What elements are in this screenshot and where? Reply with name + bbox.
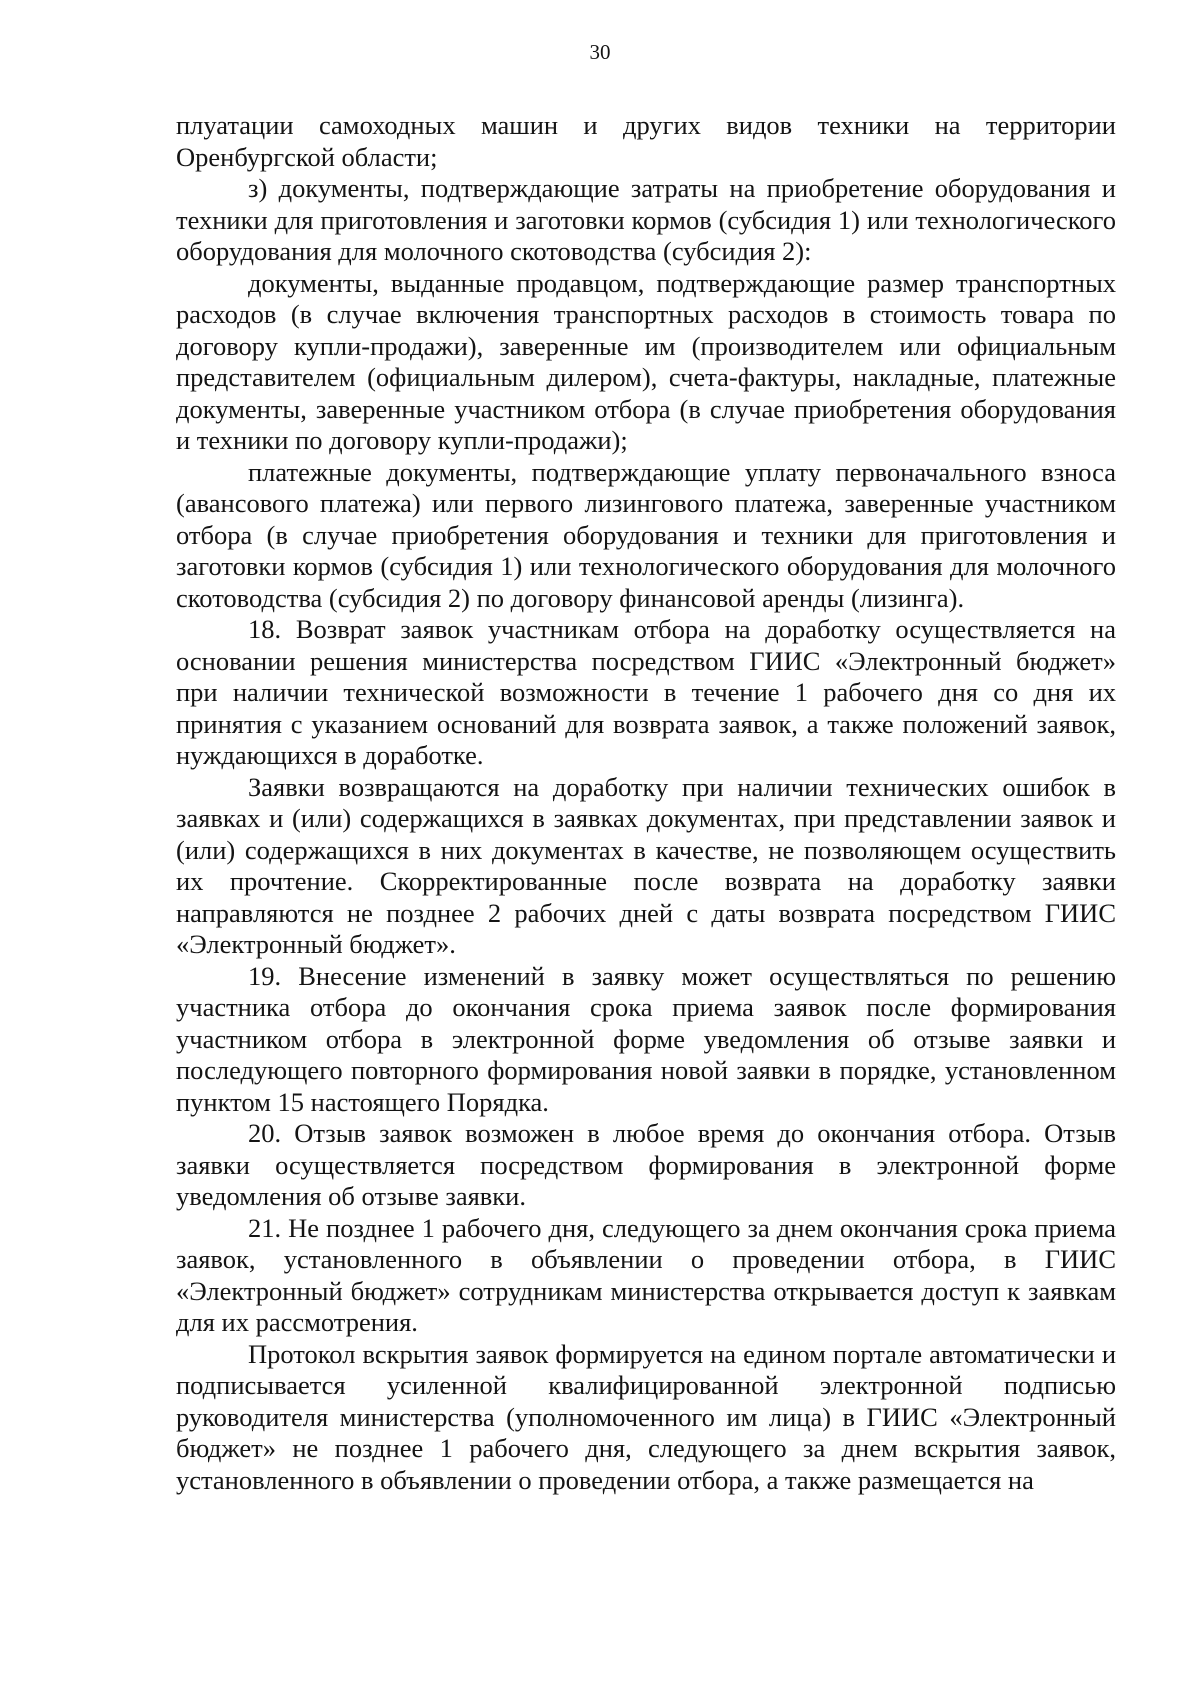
paragraph-clause-20: 20. Отзыв заявок возможен в любое время до окончания отбора. Отзыв заявки осуществляется посредством формирования в электронной форме уведомления об отзыве заявки.: [176, 1118, 1116, 1211]
paragraph-clause-18: 18. Возврат заявок участникам отбора на доработку осуществляется на основании решения министерства посредством ГИИС «Электронный бюджет» при наличии технической возможности в течение 1 рабочего дня со дня их принятия с указанием оснований для возврата заявок, а также положений заявок, нуждающихся в доработке.: [176, 614, 1116, 770]
paragraph-opening-protocol: Протокол вскрытия заявок формируется на едином портале автоматически и подписывается усиленной квалифицированной электронной подписью руководителя министерства (уполномоченного им лица) в ГИИС «Электронный бюджет» не позднее 1 рабочего дня, следующего за днем вскрытия заявок, установленного в объявлении о проведении отбора, а также размещается на: [176, 1338, 1116, 1495]
paragraph-clause-21: 21. Не позднее 1 рабочего дня, следующего за днем окончания срока приема заявок, установленного в объявлении о проведении отбора, в ГИИС «Электронный бюджет» сотрудникам министерства открывается доступ к заявкам для их рассмотрения.: [176, 1212, 1116, 1337]
paragraph-return-reasons: Заявки возвращаются на доработку при наличии технических ошибок в заявках и (или) содержащихся в заявках документах, при представлении заявок и (или) содержащихся в них документах в качестве, не позволяющем осуществить их прочтение. Скорректированные после возврата на доработку заявки направляются не позднее 2 рабочих дней с даты возврата посредством ГИИС «Электронный бюджет».: [176, 771, 1116, 959]
paragraph-continuation: плуатации самоходных машин и других видов техники на территории Оренбургской области;: [176, 110, 1116, 172]
paragraph-payment-documents: платежные документы, подтверждающие уплату первоначального взноса (авансового платежа) или первого лизингового платежа, заверенные участником отбора (в случае приобретения оборудования и техники для приготовления и заготовки кормов (субсидия 1) или технологического оборудования для молочного скотоводства (субсидия 2) по договору финансовой аренды (лизинга).: [176, 456, 1116, 613]
paragraph-item-z: з) документы, подтверждающие затраты на приобретение оборудования и техники для приготовления и заготовки кормов (субсидия 1) или технологического оборудования для молочного скотоводства (субсидия 2):: [176, 173, 1116, 266]
document-body: [176, 110, 1116, 1496]
paragraph-seller-documents: документы, выданные продавцом, подтверждающие размер транспортных расходов (в случае включения транспортных расходов в стоимость товара по договору купли-продажи), заверенные им (производителем или официальным представителем (официальным дилером), счета-фактуры, накладные, платежные документы, заверенные участником отбора (в случае приобретения оборудования и техники по договору купли-продажи);: [176, 267, 1116, 455]
page-number: 30: [589, 40, 611, 64]
paragraph-clause-19: 19. Внесение изменений в заявку может осуществляться по решению участника отбора до окончания срока приема заявок после формирования участником отбора в электронной форме уведомления об отзыве заявки и последующего повторного формирования новой заявки в порядке, установленном пунктом 15 настоящего Порядка.: [176, 960, 1116, 1117]
